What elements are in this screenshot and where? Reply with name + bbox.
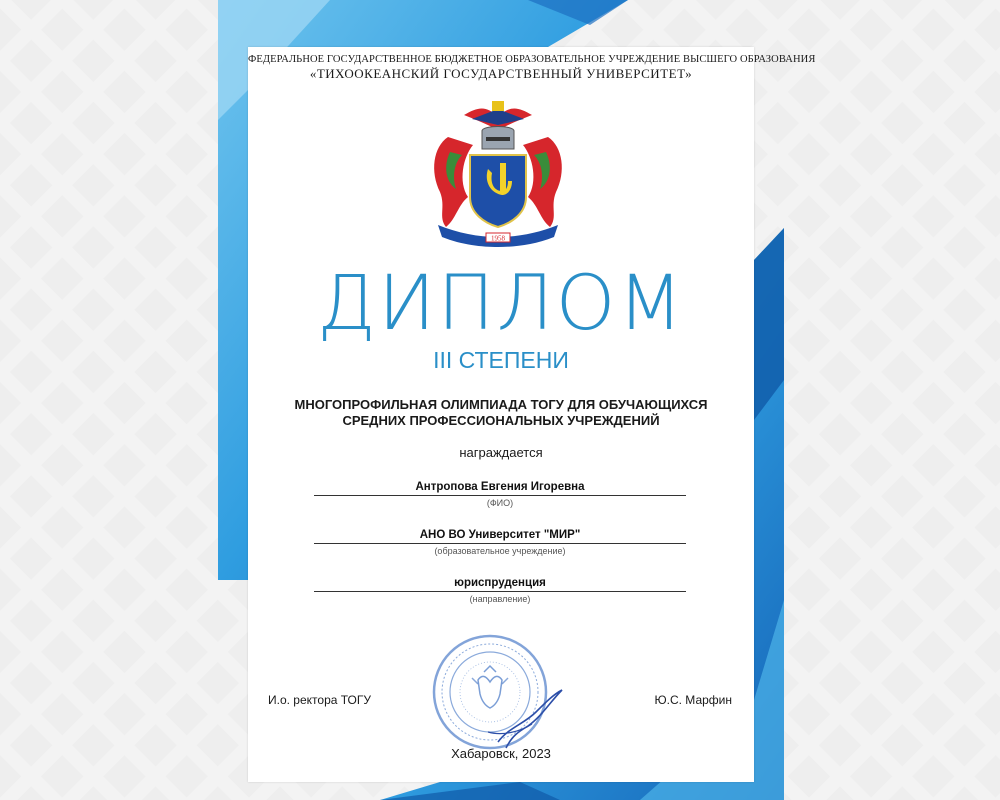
olympiad-title-line-2: СРЕДНИХ ПРОФЕССИОНАЛЬНЫХ УЧРЕЖДЕНИЙ bbox=[342, 413, 660, 428]
olympiad-title bbox=[248, 397, 754, 429]
diploma-degree: III СТЕПЕНИ bbox=[433, 347, 569, 373]
direction-name: юриспруденция bbox=[454, 577, 546, 589]
institution-field bbox=[314, 528, 686, 556]
official-seal-icon bbox=[428, 632, 568, 757]
underline bbox=[314, 495, 686, 496]
signatory-name: Ю.С. Марфин bbox=[654, 693, 732, 707]
institution-type: ФЕДЕРАЛЬНОЕ ГОСУДАРСТВЕННОЕ БЮДЖЕТНОЕ ОБРАЗОВАТЕЛЬНОЕ УЧРЕЖДЕНИЕ ВЫСШЕГО ОБРАЗОВАНИЯ bbox=[248, 54, 816, 65]
institution-name: АНО ВО Университет "МИР" bbox=[419, 529, 581, 541]
university-name: «ТИХООКЕАНСКИЙ ГОСУДАРСТВЕННЫЙ УНИВЕРСИТЕТ» bbox=[309, 66, 693, 81]
direction-field bbox=[314, 576, 686, 604]
signatory-position: И.о. ректора ТОГУ bbox=[268, 693, 371, 707]
underline bbox=[314, 591, 686, 592]
underline bbox=[314, 543, 686, 544]
olympiad-title-line-1: МНОГОПРОФИЛЬНАЯ ОЛИМПИАДА ТОГУ ДЛЯ ОБУЧАЮЩИХСЯ bbox=[294, 397, 708, 412]
awarded-label: награждается bbox=[459, 445, 543, 460]
institution-caption: (образовательное учреждение) bbox=[434, 546, 566, 556]
city-and-year: Хабаровск, 2023 bbox=[451, 746, 551, 761]
diploma-page bbox=[248, 47, 816, 782]
emblem-year: 1958 bbox=[491, 234, 505, 243]
diploma-title: ДИПЛОМ bbox=[316, 258, 686, 347]
recipient-name: Антропова Евгения Игоревна bbox=[415, 481, 585, 493]
direction-caption: (направление) bbox=[469, 594, 531, 604]
recipient-name-field bbox=[314, 480, 686, 508]
university-coat-of-arms-icon bbox=[428, 97, 568, 247]
recipient-name-caption: (ФИО) bbox=[486, 498, 514, 508]
